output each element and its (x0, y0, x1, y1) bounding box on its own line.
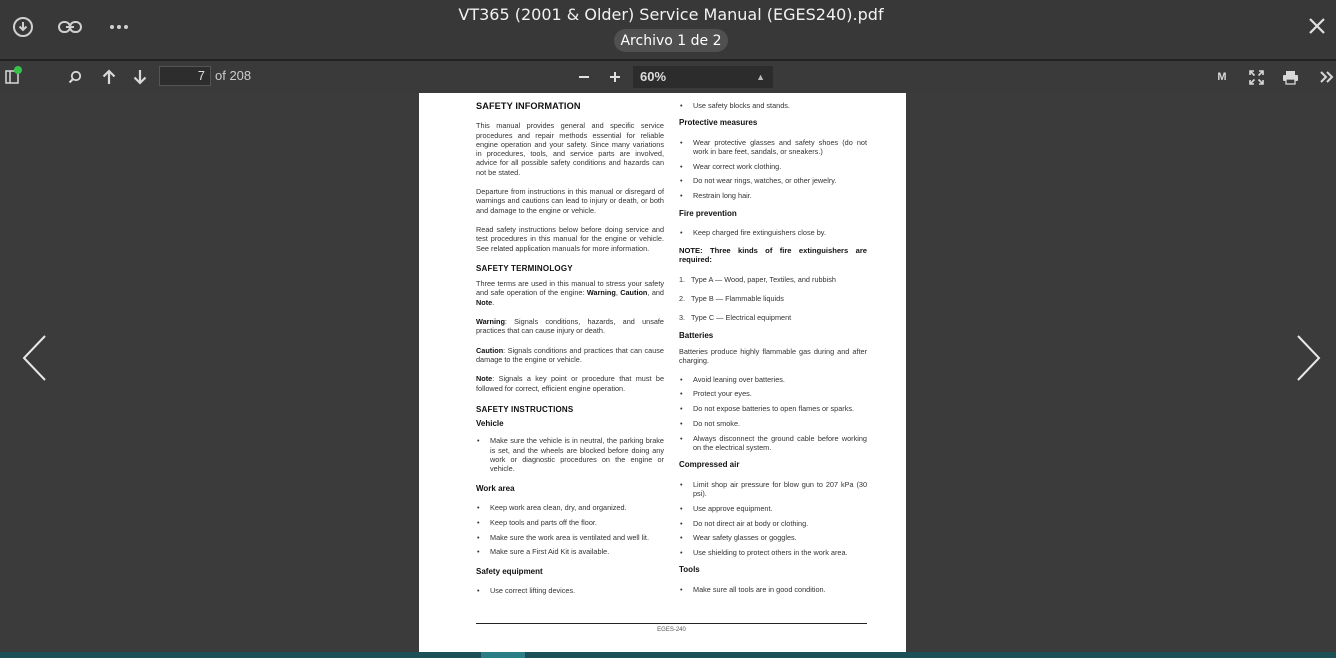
list-item: • Always disconnect the ground cable before working on the electrical system. (680, 433, 867, 453)
text-run: : Signals a key point or procedure that must be followed for correct, efficient engine operation. (476, 374, 664, 393)
subsection-title: Safety equipment (476, 566, 543, 576)
list-item: • Do not expose batteries to open flames or sparks. (679, 404, 867, 413)
list-item-text: Avoid leaning over batteries. (693, 374, 785, 384)
section-title: SAFETY INSTRUCTIONS (476, 404, 574, 414)
list-item: • Keep work area clean, dry, and organized. (476, 503, 664, 512)
list-item: • Use approve equipment. (679, 504, 867, 513)
list-item: • Wear correct work clothing. (679, 162, 867, 171)
list-item-text: Use safety blocks and stands. (693, 101, 790, 110)
list-item: • Make sure the vehicle is in neutral, the parking brake is set, and the wheels are blocked before doing any work or diagnostic procedures on the engine or vehicle. (477, 436, 664, 474)
term: Note (476, 297, 493, 307)
list-item-text: Always disconnect the ground cable before working on the electrical system. (693, 433, 867, 453)
subsection-title: Fire prevention (679, 208, 737, 218)
list-item-text: Wear protective glasses and safety shoes (do not work in bare feet, sandals, or sneakers.) (693, 137, 867, 156)
list-item: • Wear safety glasses or goggles. (679, 533, 867, 542)
footer-rule (476, 623, 867, 624)
next-page-icon[interactable] (131, 66, 149, 88)
text-run: Three terms are used in this manual to stress your safety and safe operation of the engine: (476, 279, 664, 298)
list-item-text: Make sure the vehicle is in neutral, the parking brake is set, and the wheels are blocked before doing any work or diagnostic procedures on the engine or vehicle. (490, 436, 664, 474)
list-item-text: Type B — Flammable liquids (691, 294, 784, 304)
list-item: • Do not wear rings, watches, or other jewelry. (679, 176, 867, 185)
page-footer: EGES-240 (657, 627, 686, 633)
list-item: • Do not smoke. (679, 419, 867, 428)
list-item-text: Protect your eyes. (693, 389, 752, 399)
list-item-text: Make sure a First Aid Kit is available. (490, 547, 610, 557)
list-item-text: Make sure the work area is ventilated and well lit. (490, 532, 649, 542)
list-item: • Use safety blocks and stands. (679, 101, 867, 110)
paragraph (476, 346, 664, 365)
list-item-text: Do not expose batteries to open flames or sparks. (693, 404, 855, 414)
text-run: : Signals conditions, hazards, and unsafe practices that can cause injury or death. (476, 317, 664, 336)
text-run: . (492, 297, 495, 307)
bottom-bar-segment (481, 652, 525, 658)
list-item-text: Keep charged fire extinguishers close by. (693, 227, 826, 237)
list-item-text: Limit shop air pressure for blow gun to 207 kPa (30 psi). (693, 479, 867, 498)
list-item-text: Use shielding to protect others in the work area. (693, 548, 848, 558)
list-item: • Make sure the work area is ventilated and well lit. (476, 533, 664, 542)
list-item-text: Do not direct air at body or clothing. (693, 518, 809, 528)
subsection-title: Work area (476, 483, 515, 493)
page-left-column (476, 101, 664, 601)
list-item (679, 275, 867, 284)
fullscreen-icon[interactable] (1247, 66, 1265, 88)
term: Warning (476, 317, 505, 327)
list-item: • Protect your eyes. (679, 389, 867, 398)
list-item: • Use shielding to protect others in the work area. (679, 548, 867, 557)
subsection-title: Tools (679, 565, 700, 575)
list-item: • Avoid leaning over batteries. (679, 375, 867, 384)
find-icon[interactable] (66, 66, 84, 88)
list-item (679, 313, 867, 322)
subsection-title: Compressed air (679, 460, 740, 470)
select-arrows-icon: ▲ (756, 72, 765, 82)
list-item-text: Do not wear rings, watches, or other jewelry. (693, 176, 837, 186)
note-text: NOTE: Three kinds of fire extinguishers are required: (679, 246, 867, 265)
text-run: : Signals conditions and practices that can cause damage to the engine or vehicle. (476, 345, 664, 364)
term: Caution (476, 345, 504, 355)
list-item-text: Type C — Electrical equipment (691, 313, 792, 323)
list-number: 3. (679, 313, 686, 323)
viewer-header (0, 0, 1336, 59)
paragraph: Departure from instructions in this manual or disregard of warnings and cautions can lead to injury or death, or both and damage to the engine or vehicle. (476, 187, 664, 215)
subsection-title: Protective measures (679, 118, 758, 128)
next-file-arrow-icon[interactable] (1293, 333, 1323, 383)
list-item-text: Use correct lifting devices. (490, 585, 576, 595)
pdf-toolbar (0, 61, 1336, 93)
paragraph (476, 374, 664, 393)
zoom-value: 60% (640, 69, 667, 84)
paragraph: Batteries produce highly flammable gas during and after charging. (679, 346, 867, 366)
list-item: • Keep tools and parts off the floor. (476, 518, 664, 527)
list-item-text: Do not smoke. (693, 418, 741, 428)
notification-dot (14, 66, 22, 74)
paragraph (476, 279, 664, 307)
list-item-text: Restrain long hair. (693, 191, 752, 201)
document-viewer[interactable] (0, 93, 1336, 658)
page-number-input[interactable]: 7 (159, 66, 211, 86)
list-item-text: Keep work area clean, dry, and organized. (490, 502, 627, 512)
subsection-title: Vehicle (476, 419, 504, 429)
list-number: 1. (679, 274, 686, 284)
list-item-text: Wear safety glasses or goggles. (693, 533, 797, 543)
list-item: • Use correct lifting devices. (476, 586, 664, 595)
previous-page-icon[interactable] (100, 66, 118, 88)
list-item: • Restrain long hair. (679, 191, 867, 200)
page-right-column (679, 101, 867, 600)
list-item-text: Make sure all tools are in good condition. (693, 584, 826, 594)
zoom-select[interactable] (633, 66, 773, 88)
file-counter: Archivo 1 de 2 (614, 29, 728, 52)
list-item-text: Type A — Wood, paper, Textiles, and rubbish (691, 274, 836, 284)
document-title: VT365 (2001 & Older) Service Manual (EGES240).pdf (458, 5, 884, 24)
page-count: of 208 (215, 68, 252, 83)
previous-file-arrow-icon[interactable] (20, 333, 50, 383)
list-item: • Make sure a First Aid Kit is available. (476, 547, 664, 556)
print-icon[interactable] (1280, 66, 1300, 88)
paragraph: Read safety instructions below before doing service and test procedures in this manual for the engine or vehicle. See related application manuals for more information. (476, 224, 664, 253)
zoom-in-icon[interactable] (607, 66, 623, 88)
zoom-out-icon[interactable] (576, 66, 592, 88)
term: Warning (586, 288, 616, 298)
list-item (679, 294, 867, 303)
subsection-title: Batteries (679, 330, 714, 340)
section-title: SAFETY INFORMATION (476, 101, 581, 111)
m-button[interactable]: M (1217, 71, 1227, 83)
paragraph (476, 317, 664, 336)
tools-menu-icon[interactable] (1320, 66, 1334, 88)
pdf-page (419, 93, 906, 652)
list-item: • Make sure all tools are in good condition. (679, 585, 867, 594)
text-run: , and (647, 288, 664, 298)
close-icon[interactable] (1304, 13, 1330, 39)
list-item: • Wear protective glasses and safety shoes (do not work in bare feet, sandals, or sneakers.) (680, 137, 867, 156)
paragraph: This manual provides general and specific service procedures and repair methods essential for reliable engine operation and your safety. Since many variations in procedures, tools, and service parts are involved, advice for all possible safety conditions and hazards can not be stated. (476, 121, 664, 177)
list-item-text: Keep tools and parts off the floor. (490, 517, 597, 527)
list-item-text: Wear correct work clothing. (693, 161, 782, 171)
list-item-text: Use approve equipment. (693, 503, 773, 513)
text-run: , (615, 288, 621, 298)
term: Note (476, 374, 493, 384)
list-item: • Limit shop air pressure for blow gun to 207 kPa (30 psi). (680, 479, 867, 498)
section-title: SAFETY TERMINOLOGY (476, 263, 573, 273)
list-item: • Do not direct air at body or clothing. (679, 519, 867, 528)
bottom-bar (0, 652, 1336, 658)
list-item: • Keep charged fire extinguishers close by. (679, 228, 867, 237)
term: Caution (620, 288, 648, 298)
list-number: 2. (679, 294, 686, 304)
